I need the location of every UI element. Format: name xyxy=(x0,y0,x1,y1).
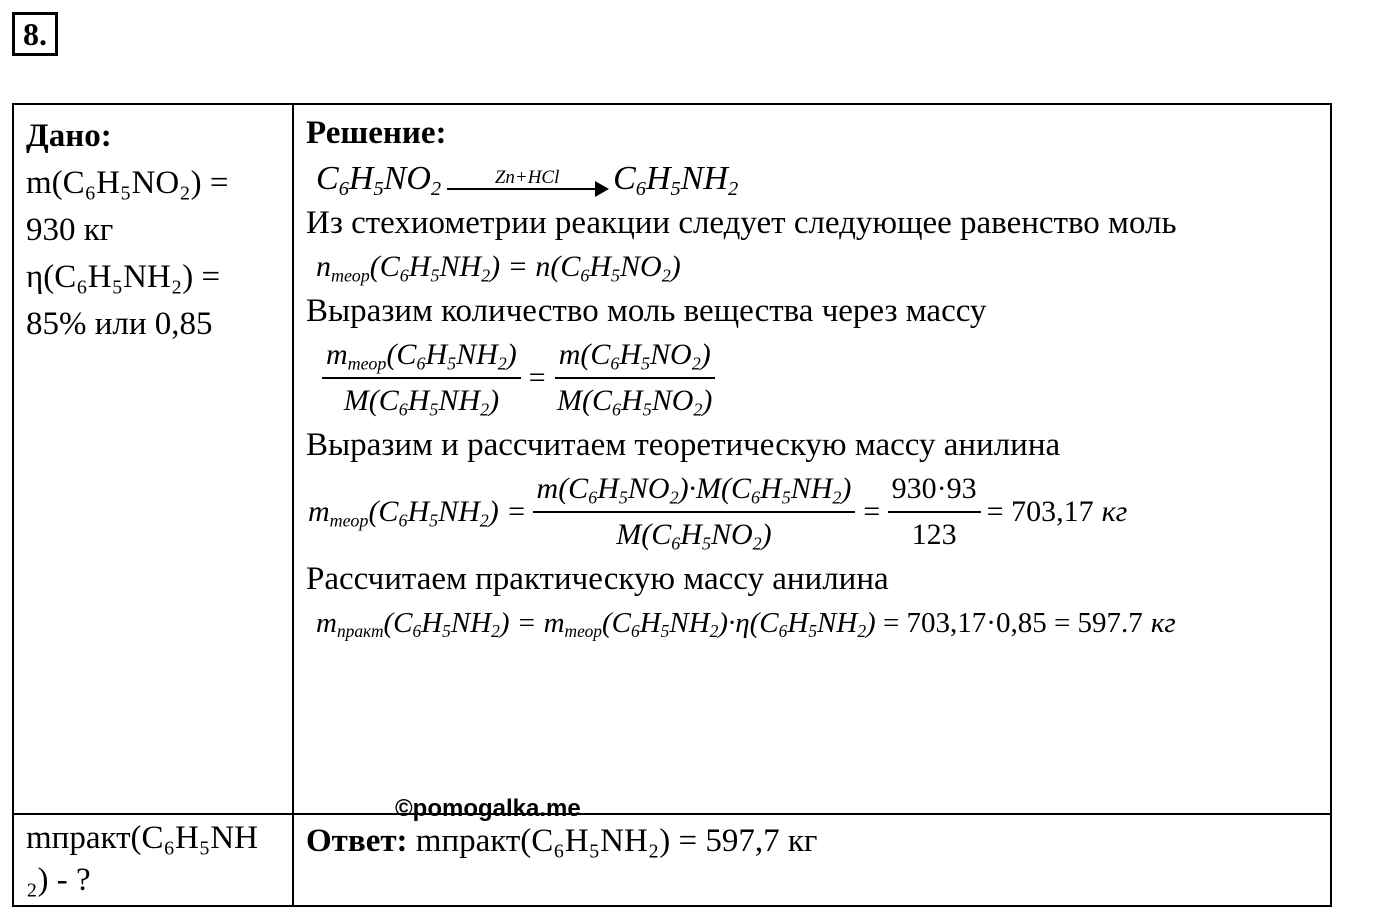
given-line: 85% или 0,85 xyxy=(26,306,213,342)
find-cell xyxy=(26,817,288,901)
reaction-equation: $C_6H_5NO_2$ Zn+HCl $C_6H_5NH_2$ xyxy=(316,160,739,201)
calc-numerator: 930·93 xyxy=(888,469,981,513)
solution-table xyxy=(12,103,1332,907)
answer-text: mпракт(C₆H₅NH₂) = 597,7 кг xyxy=(415,823,818,859)
find-line: ₂) - ? xyxy=(26,862,91,898)
practical-result: = 703,17·0,85 = 597.7 xyxy=(882,607,1143,639)
column-divider xyxy=(292,105,294,905)
reaction-arrow xyxy=(447,168,607,190)
given-line: m(C₆H₅NO₂) = xyxy=(26,165,229,201)
given-cell xyxy=(26,113,288,348)
solution-cell xyxy=(306,113,1386,645)
reaction-condition: Zn+HCl xyxy=(494,167,560,188)
watermark: ©pomogalka.me xyxy=(395,795,581,822)
answer-cell xyxy=(306,819,817,863)
given-header: Дано: xyxy=(26,118,112,154)
practical-mass-equation: $m_{практ}(C_6H_5NH_2) = m_{теор}(C_6H_5NH_2)\cdot\eta(C_6H_5NH_2)$ = 703,17·0,85 = 597.7 кг xyxy=(316,603,1386,643)
unit: кг xyxy=(1101,495,1128,528)
solution-header: Решение: xyxy=(306,115,447,151)
theoretical-mass-equation: $m_{теор}(C_6H_5NH_2)$ = $\frac{m(C_6H_5NO_2)\cdot M(C_6H_5NH_2)}{M(C_6H_5NO_2)}$ = $\frac{930\cdot 93}{123}$ = 703,17 кг xyxy=(308,469,1386,555)
calc-denominator: 123 xyxy=(911,518,957,551)
solution-text: Выразим и рассчитаем теоретическую массу анилина xyxy=(306,427,1061,463)
mass-ratio-equation: $\frac{m_{теор}(C_6H_5NH_2)}{M(C_6H_5NH_2)}$ = $\frac{m(C_6H_5NO_2)}{M(C_6H_5NO_2)}$ xyxy=(316,335,1386,421)
given-line: η(C₆H₅NH₂) = xyxy=(26,259,221,295)
unit: кг xyxy=(1150,607,1176,639)
solution-text: Рассчитаем практическую массу анилина xyxy=(306,561,889,597)
mole-equality: $n_{теор}(C_6H_5NH_2) = n(C_6H_5NO_2)$ xyxy=(316,250,681,286)
task-number: 8. xyxy=(12,12,58,56)
solution-text: Из стехиометрии реакции следует следующее равенство моль xyxy=(306,205,1177,241)
answer-label: Ответ: xyxy=(306,823,408,859)
given-line: 930 кг xyxy=(26,212,114,248)
solution-text: Выразим количество моль вещества через массу xyxy=(306,293,987,329)
find-line: mпракт(C₆H₅NH xyxy=(26,820,258,856)
calc-result: = 703,17 xyxy=(986,495,1094,528)
row-divider xyxy=(14,813,1330,815)
